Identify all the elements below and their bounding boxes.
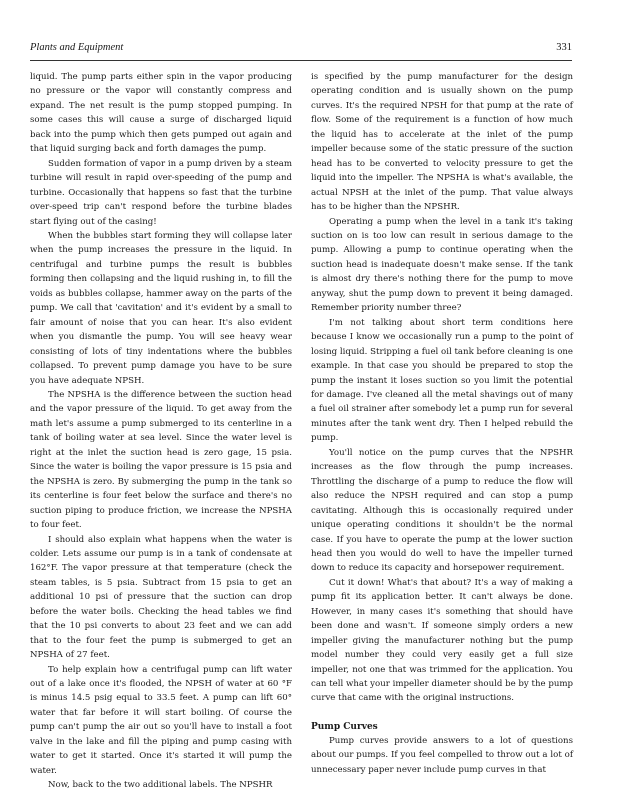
paragraph: liquid. The pump parts either spin in the vapor producing no pressure or the vapor will constantly compress and expand. The net result is the pump stopped pumping. In some cases this will cause a surge of discharged liquid back into the pump which then gets pumped out again and that liquid surging back and forth damages the pump. [30,72,292,155]
paragraph: is specified by the pump manufacturer for the design operating condition and is usually shown on the pump curves. It's the required NPSH for that pump at the rate of flow. Some of the requirement is a function of how much the liquid has to accelerate at the inlet of the pump impeller because some of the static pressure of the suction head has to be converted to velocity pressure to get the liquid into the impeller. The NPSHA is what's available, the actual NPSH at the inlet of the pump. That value always has to be higher than the NPSHR. [311,72,573,213]
paragraph: Operating a pump when the level in a tank it's taking suction on is too low can result in serious damage to the pump. Allowing a pump to continue operating when the suction head is inadequate doesn't make sense. If the tank is almost dry there's nothing there for the pump to move anyway, shut the pump down to prevent it being damaged. Remember priority number three? [311,216,573,314]
page-number: 331 [556,42,572,53]
running-header [30,42,572,56]
paragraph: To help explain how a centrifugal pump can lift water out of a lake once it's flooded, the NPSH of water at 60 °F is minus 14.5 psig equal to 33.5 feet. A pump can lift 60° water that far before it will start boiling. Of course the pump can't pump the air out so you'll have to install a foot valve in the lake and fill the piping and pump casing with water to get it started. Once it's started it will pump the water. [30,664,292,776]
paragraph: Sudden formation of vapor in a pump driven by a steam turbine will result in rapid over-speeding of the pump and turbine. Occasionally that happens so fast that the turbine over-speed trip can't respond before the turbine blades start flying out of the casing! [30,158,292,227]
paragraph: Now, back to the two additional labels. The NPSHR [48,780,273,791]
right-column [311,70,574,775]
paragraph: I should also explain what happens when the water is colder. Lets assume our pump is in a tank of condensate at 162°F. The vapor pressure at that temperature (check the steam tables, is 5 psia. Subtract from 15 psia to get an additional 10 psi of pressure that the suction can drop before the water boils. Checking the head tables we find that the 10 psi converts to about 23 feet and we can add that to the four feet the pump is submerged to get an NPSHA of 27 feet. [30,534,292,661]
paragraph: When the bubbles start forming they will collapse later when the pump increases the pressure in the liquid. In centrifugal and turbine pumps the result is bubbles forming then collapsing and the liquid rushing in, to fill the voids as bubbles collapse, hammer away on the parts of the pump. We call that 'cavitation' and it's evident by a small to fair amount of noise that you can hear. It's also evident when you dismantle the pump. You will see heavy wear consisting of lots of tiny indentations where the bubbles collapsed. To prevent pump damage you have to be sure you have adequate NPSH. [30,230,292,386]
paragraph: You'll notice on the pump curves that the NPSHR increases as the flow through the pump increases. Throttling the discharge of a pump to reduce the flow will also reduce the NPSH required and can stop a pump cavitating. Although this is occasionally required under unique operating conditions it shouldn't be the normal case. If you have to operate the pump at the lower suction head then you would do well to have the impeller turned down to reduce its capacity and horsepower requirement. [311,447,573,574]
paragraph: I'm not talking about short term conditions here because I know we occasionally run a pump to the point of losing liquid. Stripping a fuel oil tank before cleaning is one example. In that case you should be prepared to stop the pump the instant it loses suction so you limit the potential for damage. I've cleaned all the metal shavings out of many a fuel oil strainer after somebody let a pump run for several minutes after the tank went dry. Then I helped rebuild the pump. [311,317,573,444]
paragraph: Cut it down! What's that about? It's a way of making a pump fit its application better. It can't always be done. However, in many cases it's something that should have been done and wasn't. If someone simply orders a new impeller giving the manufacturer nothing but the pump model number they could very easily get a full size impeller, not one that was trimmed for the application. You can tell what your impeller diameter should be by the pump curve that came with the original instructions. [311,577,574,704]
section-heading: Pump Curves [311,721,378,732]
header-rule [30,60,572,61]
left-column [30,70,292,791]
book-title: Plants and Equipment [30,42,124,53]
paragraph: Pump curves provide answers to a lot of questions about our pumps. If you feel compelled to throw out a lot of unnecessary paper never include pump curves in that [311,735,573,775]
paragraph: The NPSHA is the difference between the suction head and the vapor pressure of the liquid. To get away from the math let's assume a pump submerged to its centerline in a tank of boiling water at sea level. Since the water level is right at the inlet the suction head is zero gage, 15 psia. Since the water is boiling the vapor pressure is 15 psia and the NPSHA is zero. By submerging the pump in the tank so its centerline is four feet below the surface and there's no suction piping to produce friction, we increase the NPSHA to four feet. [30,389,292,531]
